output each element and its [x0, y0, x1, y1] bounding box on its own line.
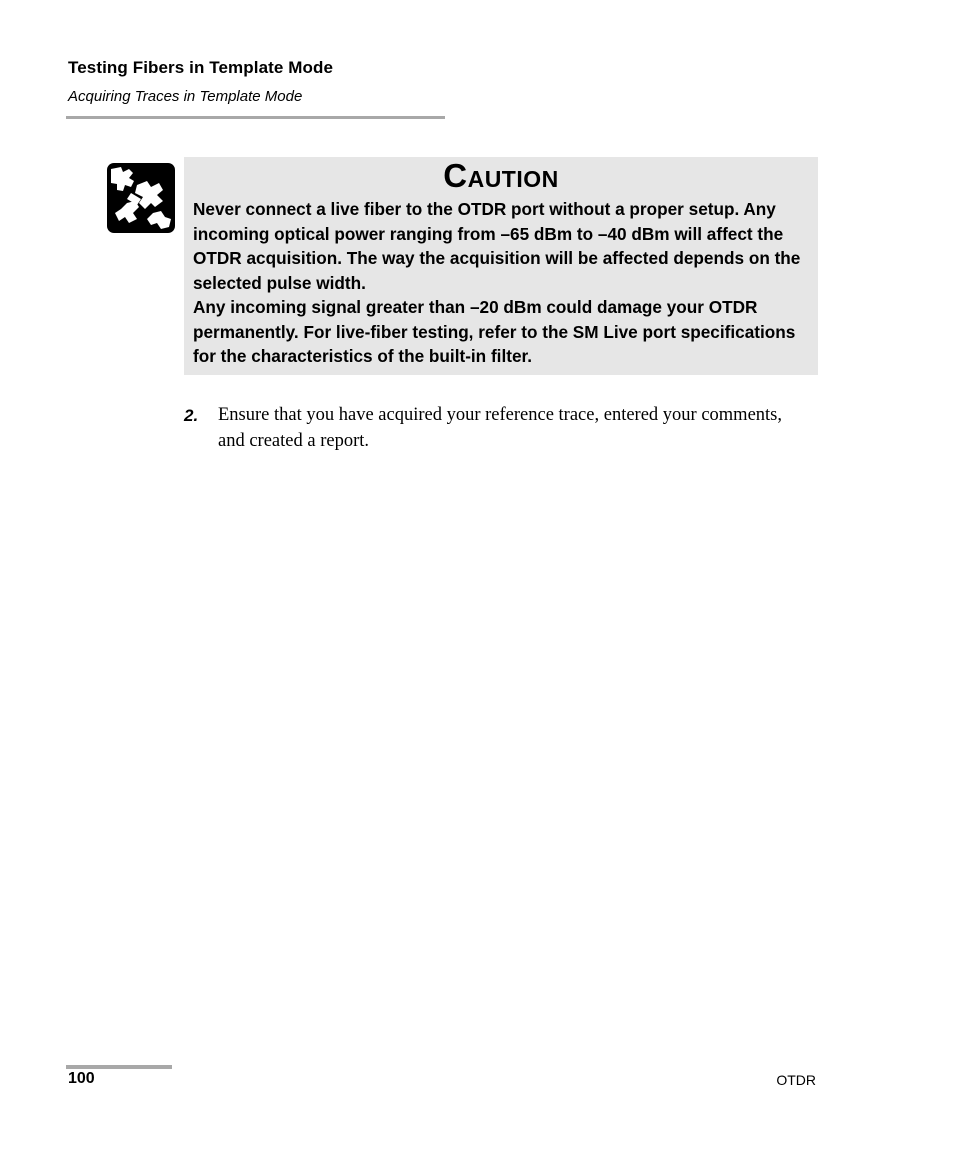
caution-paragraph: Any incoming signal greater than –20 dBm could damage your OTDR permanently. For live-fiber testing, refer to the SM Live port specifications for the characteristics of the built-in filter. — [193, 297, 796, 366]
header-divider — [66, 116, 445, 119]
product-name: OTDR — [776, 1072, 816, 1088]
caution-text — [193, 197, 813, 369]
section-title: Acquiring Traces in Template Mode — [68, 88, 303, 105]
step-number: 2. — [184, 406, 199, 425]
page-number: 100 — [68, 1070, 95, 1087]
caution-box — [184, 157, 818, 375]
chapter-title: Testing Fibers in Template Mode — [68, 58, 334, 77]
caution-heading: Caution — [443, 157, 559, 194]
footer-divider — [66, 1065, 172, 1069]
caution-gears-icon — [107, 163, 175, 233]
step-text: Ensure that you have acquired your reference trace, entered your comments, and created a report. — [218, 405, 782, 451]
caution-paragraph: Never connect a live fiber to the OTDR port without a proper setup. Any incoming optical power ranging from –65 dBm to –40 dBm will affect the OTDR acquisition. The way the acquisition will be affected depends on the selected pulse width. — [193, 199, 801, 293]
